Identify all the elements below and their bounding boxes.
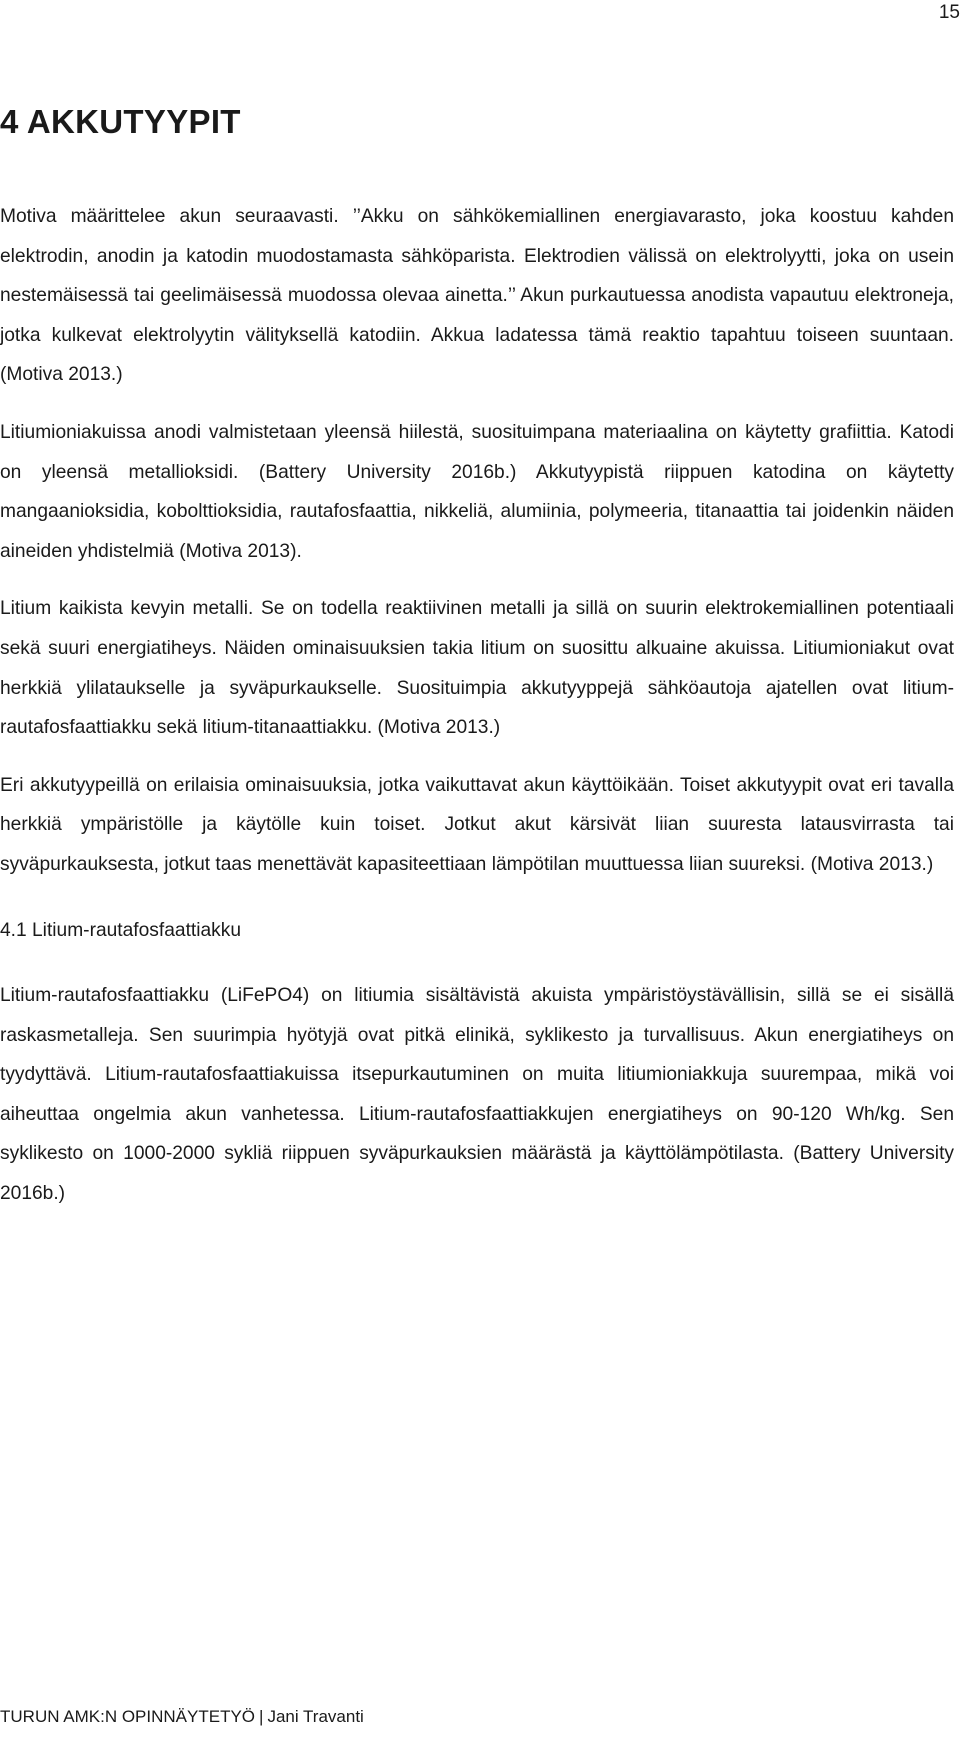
document-body	[0, 197, 954, 1232]
paragraph-battery-definition: Motiva määrittelee akun seuraavasti. ’’Akku on sähkökemiallinen energiavarasto, joka koostuu kahden elektrodin, anodin ja katodin muodostamasta sähköparista. Elektrodien välissä on elektrolyytti, joka on usein nestemäisessä tai geelimäisessä muodossa olevaa ainetta.’’ Akun purkautuessa anodista vapautuu elektroneja, jotka kulkevat elektrolyytin välityksellä katodiin. Akkua ladatessa tämä reaktio tapahtuu toiseen suuntaan. (Motiva 2013.)	[0, 206, 954, 386]
page-footer	[0, 1707, 364, 1727]
paragraph-battery-types: Eri akkutyypeillä on erilaisia ominaisuuksia, jotka vaikuttavat akun käyttöikään. Toiset akkutyypit ovat eri tavalla herkkiä ympäristölle ja käytölle kuin toiset. Jotkut akut kärsivät liian suuresta latausvirrasta tai syväpurkauksesta, jotkut taas menettävät kapasiteettiaan lämpötilan muuttuessa liian suureksi. (Motiva 2013.)	[0, 774, 954, 875]
footer-author: Jani Travanti	[267, 1707, 364, 1726]
paragraph-lithium-ion-materials: Litiumioniakuissa anodi valmistetaan yleensä hiilestä, suosituimpana materiaalina on käytetty grafiittia. Katodi on yleensä metallioksidi. (Battery University 2016b.) Akkutyypistä riippuen katodina on käytetty mangaanioksidia, kobolttioksidia, rautafosfaattia, nikkeliä, alumiinia, polymeeria, titanaattia tai joidenkin näiden aineiden yhdistelmiä (Motiva 2013).	[0, 421, 954, 562]
chapter-heading: 4 AKKUTYYPIT	[0, 103, 241, 140]
page-number: 15	[938, 2, 960, 23]
footer-institution: TURUN AMK:N OPINNÄYTETYÖ	[0, 1707, 256, 1726]
section-heading: 4.1 Litium-rautafosfaattiakku	[0, 919, 242, 941]
paragraph-lithium-properties: Litium kaikista kevyin metalli. Se on todella reaktiivinen metalli ja sillä on suurin elektrokemiallinen potentiaali sekä suuri energiatiheys. Näiden ominaisuuksien takia litium on suosittu alkuaine akuissa. Litiumioniakut ovat herkkiä ylilataukselle ja syväpurkaukselle. Suosituimpia akkutyyppejä sähköautoja ajatellen ovat litium-rautafosfaattiakku sekä litium-titanaattiakku. (Motiva 2013.)	[0, 598, 954, 739]
paragraph-lifepo4: Litium-rautafosfaattiakku (LiFePO4) on litiumia sisältävistä akuista ympäristöystävällisin, sillä se ei sisällä raskasmetalleja. Sen suurimpia hyötyjä ovat pitkä elinikä, syklikesto ja turvallisuus. Akun energiatiheys on tyydyttävä. Litium-rautafosfaattiakuissa itsepurkautuminen on muita litiumioniakkuja suurempaa, mikä voi aiheuttaa ongelmia akun vanhetessa. Litium-rautafosfaattiakkujen energiatiheys on 90-120 Wh/kg. Sen syklikesto on 1000-2000 sykliä riippuen syväpurkauksien määrästä ja käyttölämpötilasta. (Battery University 2016b.)	[0, 985, 954, 1205]
footer-separator: |	[259, 1707, 264, 1726]
